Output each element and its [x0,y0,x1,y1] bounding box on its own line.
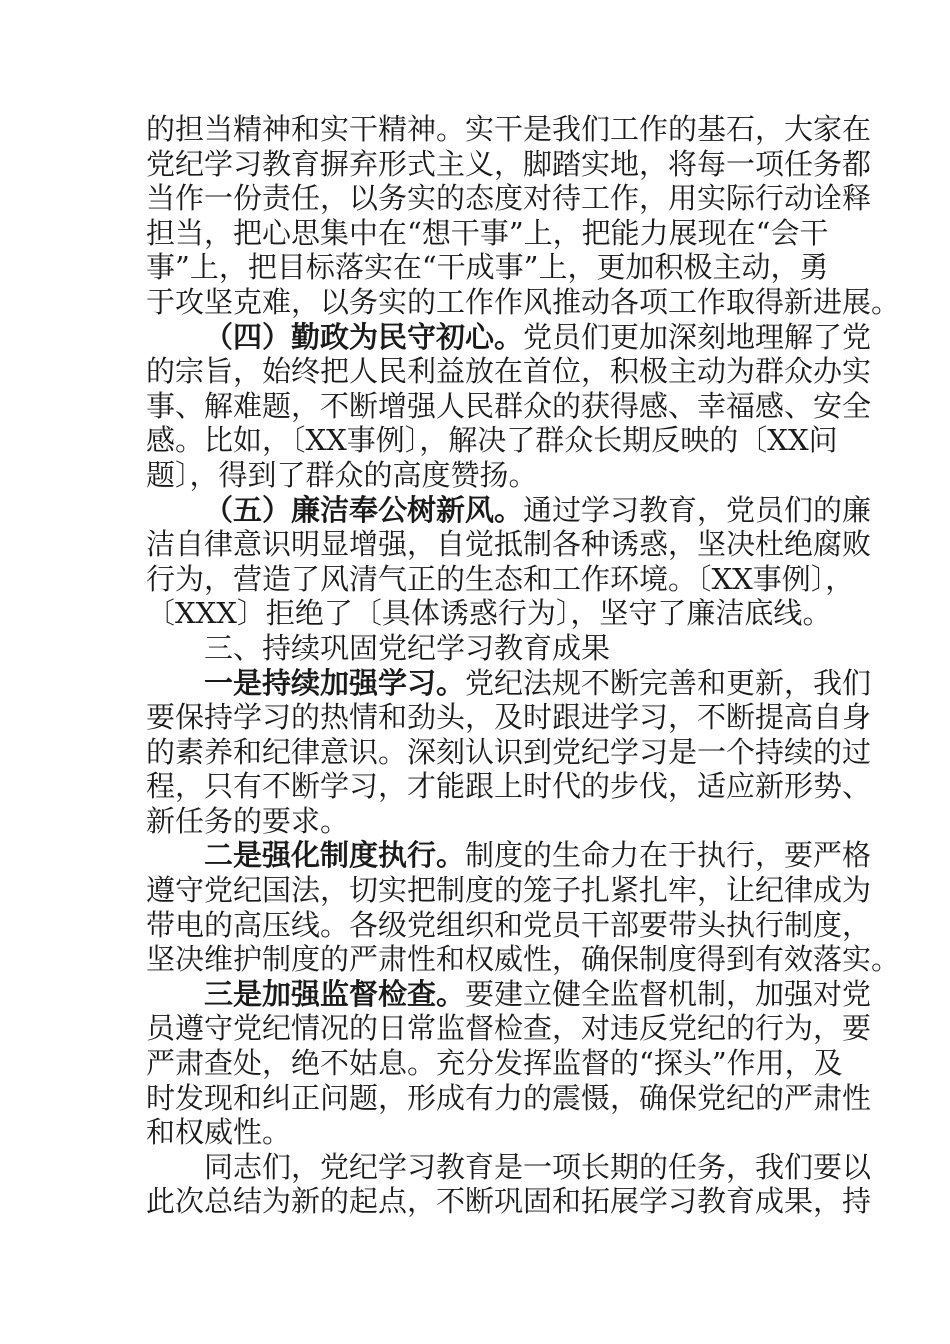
paragraph-first-rest: 党纪法规不断完善和更新，我们 [465,665,872,700]
text-line: 时发现和纠正问题，形成有力的震慑，确保党纪的严肃性 [146,1080,872,1115]
text-line: 要保持学习的热情和劲头，及时跟进学习，不断提高自身 [146,700,872,735]
text-line: 的宗旨，始终把人民利益放在首位，积极主动为群众办实 [146,354,872,389]
paragraph-continue-learning [146,665,872,839]
text-line: 当作一份责任，以务实的态度对待工作，用实际行动诠释 [146,181,872,216]
paragraph-first-rest: 制度的生命力在于执行，要严格 [465,838,872,873]
text-line: 和权威性。 [146,1115,292,1150]
text-line: 新任务的要求。 [146,803,350,838]
text-line: 洁自律意识明显增强，自觉抵制各种诱惑，坚决杜绝腐败 [146,527,872,562]
section-heading: 三、持续巩固党纪学习教育成果 [204,630,611,665]
text-line: 同志们，党纪学习教育是一项长期的任务，我们要以 [204,1149,872,1184]
paragraph-integrity [146,492,872,631]
paragraph-closing [146,1149,872,1219]
paragraph-lead: 一是持续加强学习。 [204,665,466,700]
paragraph-serve-people [146,319,872,493]
text-line: 此次总结为新的起点，不断巩固和拓展学习教育成果，持 [146,1184,872,1219]
text-line: 事、解难题，不断增强人民群众的获得感、幸福感、安全 [146,388,872,423]
text-line: 的担当精神和实干精神。实干是我们工作的基石，大家在 [146,112,872,146]
paragraph-first-rest: 党员们更加深刻地理解了党 [523,319,872,354]
text-line: 感。比如，〔XX事例〕，解决了群众长期反映的〔XX问 [146,423,838,458]
paragraph-first-rest: 通过学习教育，党员们的廉 [523,492,872,527]
text-line [146,319,872,355]
paragraph-responsibility [146,112,901,320]
text-line: 担当，把心思集中在“想干事”上，把能力展现在“会干 [146,215,829,250]
text-line: 的素养和纪律意识。深刻认识到党纪学习是一个持续的过 [146,734,872,769]
text-line: 带电的高压线。各级党组织和党员干部要带头执行制度， [146,907,872,942]
text-line: 程，只有不断学习，才能跟上时代的步伐，适应新形势、 [146,769,872,804]
text-line: 严肃查处，绝不姑息。充分发挥监督的“探头”作用，及 [146,1046,843,1081]
text-line: 党纪学习教育摒弃形式主义，脚踏实地，将每一项任务都 [146,146,872,181]
text-line [146,838,872,873]
paragraph-supervision [146,976,872,1150]
text-line: 坚决维护制度的严肃性和权威性，确保制度得到有效落实。 [146,942,901,977]
paragraph-lead: 三是加强监督检查。 [204,976,466,1011]
text-line: 〔XXX〕拒绝了〔具体诱惑行为〕，坚守了廉洁底线。 [146,596,832,631]
text-line [146,492,872,528]
text-line [146,976,872,1012]
text-line [146,665,872,701]
paragraph-lead: （五）廉洁奉公树新风。 [204,492,524,527]
text-line: 员遵守党纪情况的日常监督检查，对违反党纪的行为，要 [146,1011,872,1046]
text-line: 题〕，得到了群众的高度赞扬。 [146,457,538,492]
text-line: 事”上，把目标落实在“干成事”上，更加积极主动，勇 [146,250,829,285]
paragraph-lead: （四）勤政为民守初心。 [204,319,524,354]
paragraph-lead: 二是强化制度执行。 [204,838,466,873]
text-line: 遵守党纪国法，切实把制度的笼子扎紧扎牢，让纪律成为 [146,873,872,908]
document-page [146,112,901,1219]
text-line: 行为，营造了风清气正的生态和工作环境。〔XX事例〕， [146,561,855,596]
text-line: 于攻坚克难，以务实的工作作风推动各项工作取得新进展。 [146,284,901,319]
paragraph-first-rest: 要建立健全监督机制，加强对党 [465,976,872,1011]
paragraph-enforce-system [146,838,901,977]
